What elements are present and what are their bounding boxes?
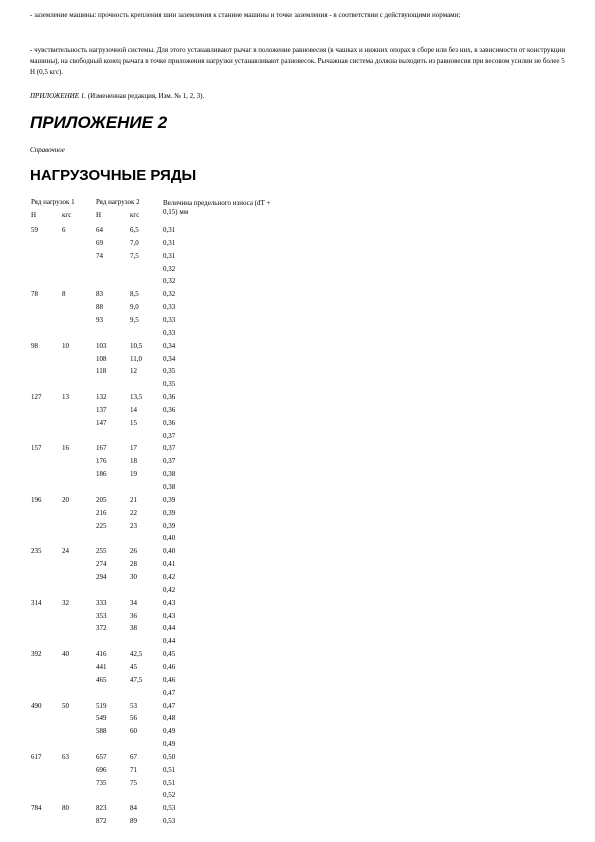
table-cell-series2-kgf: 30 bbox=[130, 573, 137, 581]
table-cell-series2-n: 69 bbox=[96, 238, 103, 247]
table-cell-series1-n: 127 bbox=[31, 393, 42, 401]
amendment-note-label: ПРИЛОЖЕНИЕ 1. bbox=[30, 92, 86, 100]
table-cell-wear-limit: 0,42 bbox=[163, 573, 176, 581]
section-title: НАГРУЗОЧНЫЕ РЯДЫ bbox=[30, 167, 197, 184]
table-cell-wear-limit: 0,38 bbox=[163, 470, 176, 479]
table-cell-series2-kgf: 23 bbox=[130, 521, 137, 530]
table-cell-wear-limit: 0,35 bbox=[163, 367, 176, 376]
header-unit-n-1: Н bbox=[31, 211, 37, 219]
table-cell-series1-kgf: 10 bbox=[62, 341, 69, 350]
table-cell-series2-n: 176 bbox=[96, 457, 107, 466]
table-cell-series2-n: 74 bbox=[96, 251, 103, 260]
table-cell-series1-n: 784 bbox=[31, 804, 42, 813]
table-cell-series2-n: 441 bbox=[96, 662, 107, 671]
table-cell-wear-limit: 0,37 bbox=[163, 444, 176, 453]
table-cell-wear-limit: 0,37 bbox=[163, 457, 176, 466]
table-cell-wear-limit: 0,34 bbox=[163, 341, 176, 350]
table-cell-wear-limit: 0,40 bbox=[163, 547, 176, 556]
table-cell-wear-limit: 0,33 bbox=[163, 315, 176, 324]
table-cell-wear-limit: 0,37 bbox=[163, 431, 176, 440]
table-cell-series2-kgf: 6,5 bbox=[130, 226, 139, 234]
table-cell-series1-n: 98 bbox=[31, 341, 38, 350]
table-cell-series2-n: 186 bbox=[96, 470, 107, 479]
table-cell-wear-limit: 0,45 bbox=[163, 650, 176, 658]
table-cell-series2-kgf: 26 bbox=[130, 547, 137, 556]
table-cell-wear-limit: 0,31 bbox=[163, 226, 176, 234]
table-cell-wear-limit: 0,43 bbox=[163, 598, 176, 607]
appendix-title: ПРИЛОЖЕНИЕ 2 bbox=[30, 113, 168, 132]
table-cell-series1-kgf: 24 bbox=[62, 547, 69, 556]
table-cell-wear-limit: 0,32 bbox=[163, 290, 176, 299]
table-cell-series2-n: 137 bbox=[96, 405, 107, 414]
table-cell-wear-limit: 0,36 bbox=[163, 418, 176, 427]
table-cell-series1-kgf: 80 bbox=[62, 804, 69, 813]
table-cell-series2-n: 549 bbox=[96, 714, 107, 723]
table-cell-wear-limit: 0,41 bbox=[163, 560, 176, 569]
table-cell-wear-limit: 0,40 bbox=[163, 534, 176, 543]
table-cell-series2-kgf: 19 bbox=[130, 470, 137, 479]
table-cell-series2-n: 294 bbox=[96, 573, 107, 581]
table-cell-series1-n: 490 bbox=[31, 701, 42, 710]
table-cell-series2-kgf: 14 bbox=[130, 405, 137, 414]
table-cell-wear-limit: 0,31 bbox=[163, 238, 176, 247]
table-cell-series2-kgf: 89 bbox=[130, 817, 137, 826]
header-series-2: Ряд нагрузок 2 bbox=[96, 198, 140, 206]
table-cell-wear-limit: 0,38 bbox=[163, 483, 176, 491]
table-cell-series2-kgf: 12 bbox=[130, 367, 137, 376]
table-cell-series2-kgf: 45 bbox=[130, 662, 137, 671]
table-cell-series2-kgf: 36 bbox=[130, 611, 137, 620]
header-series-1: Ряд нагрузок 1 bbox=[31, 198, 75, 206]
table-cell-wear-limit: 0,32 bbox=[163, 264, 176, 273]
table-cell-series1-kgf: 6 bbox=[62, 226, 66, 234]
table-cell-series2-kgf: 15 bbox=[130, 418, 137, 427]
table-cell-wear-limit: 0,32 bbox=[163, 277, 176, 286]
table-cell-series2-kgf: 42,5 bbox=[130, 650, 143, 658]
table-cell-wear-limit: 0,43 bbox=[163, 611, 176, 620]
table-cell-series1-n: 392 bbox=[31, 650, 42, 658]
table-cell-series2-n: 255 bbox=[96, 547, 107, 556]
table-cell-series2-n: 416 bbox=[96, 650, 107, 658]
table-cell-wear-limit: 0,33 bbox=[163, 328, 176, 337]
table-cell-series1-kgf: 13 bbox=[62, 393, 69, 401]
table-cell-series1-n: 157 bbox=[31, 444, 42, 453]
intro-paragraph-sensitivity: - чувствительность нагрузочной системы. Для этого устанавливают рычаг в положение равновесия (в чашках и нижних опорах в сборе или без них, в зависимости от конструкции машины), на свободный конец рычага в точке приложения нагрузки устанавливают разновесок. Рычажная система должна выходить из равновесия при весовом усилии не более 5 Н (0,5 кгс). bbox=[30, 46, 566, 76]
table-cell-series2-kgf: 13,5 bbox=[130, 393, 143, 401]
table-cell-series2-kgf: 9,0 bbox=[130, 303, 139, 312]
table-cell-series2-kgf: 34 bbox=[130, 598, 137, 607]
table-cell-series2-n: 225 bbox=[96, 521, 107, 530]
table-cell-wear-limit: 0,47 bbox=[163, 701, 176, 710]
table-cell-wear-limit: 0,44 bbox=[163, 624, 176, 633]
table-cell-series2-n: 88 bbox=[96, 303, 103, 312]
table-cell-series2-kgf: 56 bbox=[130, 714, 137, 723]
amendment-note bbox=[30, 91, 204, 102]
table-cell-series2-kgf: 84 bbox=[130, 804, 137, 813]
table-cell-series2-n: 519 bbox=[96, 701, 107, 710]
table-cell-series2-kgf: 71 bbox=[130, 765, 137, 774]
table-cell-wear-limit: 0,53 bbox=[163, 817, 176, 826]
table-cell-series2-n: 108 bbox=[96, 354, 107, 363]
table-cell-series1-kgf: 32 bbox=[62, 598, 69, 607]
table-cell-series2-n: 872 bbox=[96, 817, 107, 826]
table-cell-series2-n: 372 bbox=[96, 624, 107, 633]
table-cell-wear-limit: 0,36 bbox=[163, 405, 176, 414]
table-cell-series2-n: 274 bbox=[96, 560, 107, 569]
table-cell-wear-limit: 0,44 bbox=[163, 637, 176, 646]
table-cell-series2-kgf: 7,0 bbox=[130, 238, 139, 247]
table-cell-series2-kgf: 47,5 bbox=[130, 675, 143, 684]
table-cell-wear-limit: 0,49 bbox=[163, 727, 176, 736]
table-cell-series2-kgf: 21 bbox=[130, 495, 137, 504]
table-cell-wear-limit: 0,39 bbox=[163, 495, 176, 504]
table-cell-series1-n: 78 bbox=[31, 290, 38, 299]
table-cell-series2-kgf: 60 bbox=[130, 727, 137, 736]
table-cell-series2-n: 205 bbox=[96, 495, 107, 504]
table-cell-wear-limit: 0,51 bbox=[163, 778, 176, 787]
table-cell-series2-kgf: 8,5 bbox=[130, 290, 139, 299]
table-cell-series2-n: 64 bbox=[96, 226, 103, 234]
table-cell-wear-limit: 0,52 bbox=[163, 791, 176, 800]
table-cell-series2-n: 465 bbox=[96, 675, 107, 684]
table-cell-series2-n: 118 bbox=[96, 367, 107, 376]
table-cell-series2-n: 83 bbox=[96, 290, 103, 299]
table-cell-wear-limit: 0,36 bbox=[163, 393, 176, 401]
table-cell-wear-limit: 0,31 bbox=[163, 251, 176, 260]
table-cell-series1-kgf: 20 bbox=[62, 495, 69, 504]
table-cell-series2-n: 333 bbox=[96, 598, 107, 607]
table-cell-series1-n: 314 bbox=[31, 598, 42, 607]
table-cell-series2-kgf: 75 bbox=[130, 778, 137, 787]
table-cell-series2-n: 696 bbox=[96, 765, 107, 774]
header-unit-kgf-2: кгс bbox=[130, 211, 140, 219]
intro-paragraph-grounding: - заземление машины: прочность крепления шин заземления к станине машины и точке заземления - в соответствии с действующими нормами; bbox=[30, 11, 461, 19]
table-cell-wear-limit: 0,48 bbox=[163, 714, 176, 723]
table-cell-wear-limit: 0,47 bbox=[163, 688, 176, 697]
table-cell-wear-limit: 0,33 bbox=[163, 303, 176, 312]
table-cell-wear-limit: 0,46 bbox=[163, 662, 176, 671]
table-cell-wear-limit: 0,42 bbox=[163, 585, 176, 594]
header-unit-kgf-1: кгс bbox=[62, 211, 72, 219]
table-cell-series1-kgf: 8 bbox=[62, 290, 66, 299]
table-cell-series1-n: 59 bbox=[31, 226, 38, 234]
table-cell-series2-kgf: 11,0 bbox=[130, 354, 142, 363]
table-cell-series2-n: 103 bbox=[96, 341, 107, 350]
header-wear-limit: Величина предельного износа (dT + 0,15) мм bbox=[163, 199, 271, 216]
table-cell-series2-n: 147 bbox=[96, 418, 107, 427]
table-cell-wear-limit: 0,51 bbox=[163, 765, 176, 774]
table-cell-wear-limit: 0,35 bbox=[163, 380, 176, 389]
table-cell-series2-n: 93 bbox=[96, 315, 103, 324]
table-cell-series2-n: 588 bbox=[96, 727, 107, 736]
table-cell-series1-kgf: 50 bbox=[62, 701, 69, 710]
table-cell-wear-limit: 0,53 bbox=[163, 804, 176, 813]
table-cell-series2-kgf: 28 bbox=[130, 560, 137, 569]
table-cell-series1-kgf: 40 bbox=[62, 650, 69, 658]
table-cell-series2-kgf: 67 bbox=[130, 752, 137, 761]
table-cell-series2-kgf: 38 bbox=[130, 624, 137, 633]
table-cell-series2-n: 216 bbox=[96, 508, 107, 517]
reference-label: Справочное bbox=[30, 146, 65, 154]
table-cell-series2-n: 353 bbox=[96, 611, 107, 620]
table-cell-series2-n: 132 bbox=[96, 393, 107, 401]
table-cell-series2-kgf: 22 bbox=[130, 508, 137, 517]
table-cell-series2-kgf: 7,5 bbox=[130, 251, 139, 260]
table-cell-wear-limit: 0,50 bbox=[163, 752, 176, 761]
table-cell-series1-n: 235 bbox=[31, 547, 42, 556]
table-cell-series2-kgf: 10,5 bbox=[130, 341, 143, 350]
table-cell-series1-n: 196 bbox=[31, 495, 42, 504]
table-cell-series1-n: 617 bbox=[31, 752, 42, 761]
table-cell-series1-kgf: 16 bbox=[62, 444, 69, 453]
table-cell-wear-limit: 0,39 bbox=[163, 508, 176, 517]
table-cell-series2-kgf: 18 bbox=[130, 457, 137, 466]
table-cell-wear-limit: 0,46 bbox=[163, 675, 176, 684]
table-cell-series2-kgf: 17 bbox=[130, 444, 137, 453]
amendment-note-text: (Измененная редакция, Изм. № 1, 2, 3). bbox=[86, 92, 205, 100]
table-cell-series2-n: 167 bbox=[96, 444, 107, 453]
table-cell-series2-kgf: 53 bbox=[130, 701, 137, 710]
table-cell-series2-n: 823 bbox=[96, 804, 107, 813]
table-cell-wear-limit: 0,39 bbox=[163, 521, 176, 530]
header-unit-n-2: Н bbox=[96, 211, 102, 219]
table-cell-series2-n: 735 bbox=[96, 778, 107, 787]
table-cell-series2-n: 657 bbox=[96, 752, 107, 761]
table-cell-series1-kgf: 63 bbox=[62, 752, 69, 761]
table-cell-series2-kgf: 9,5 bbox=[130, 315, 139, 324]
table-cell-wear-limit: 0,34 bbox=[163, 354, 176, 363]
table-cell-wear-limit: 0,49 bbox=[163, 740, 176, 748]
